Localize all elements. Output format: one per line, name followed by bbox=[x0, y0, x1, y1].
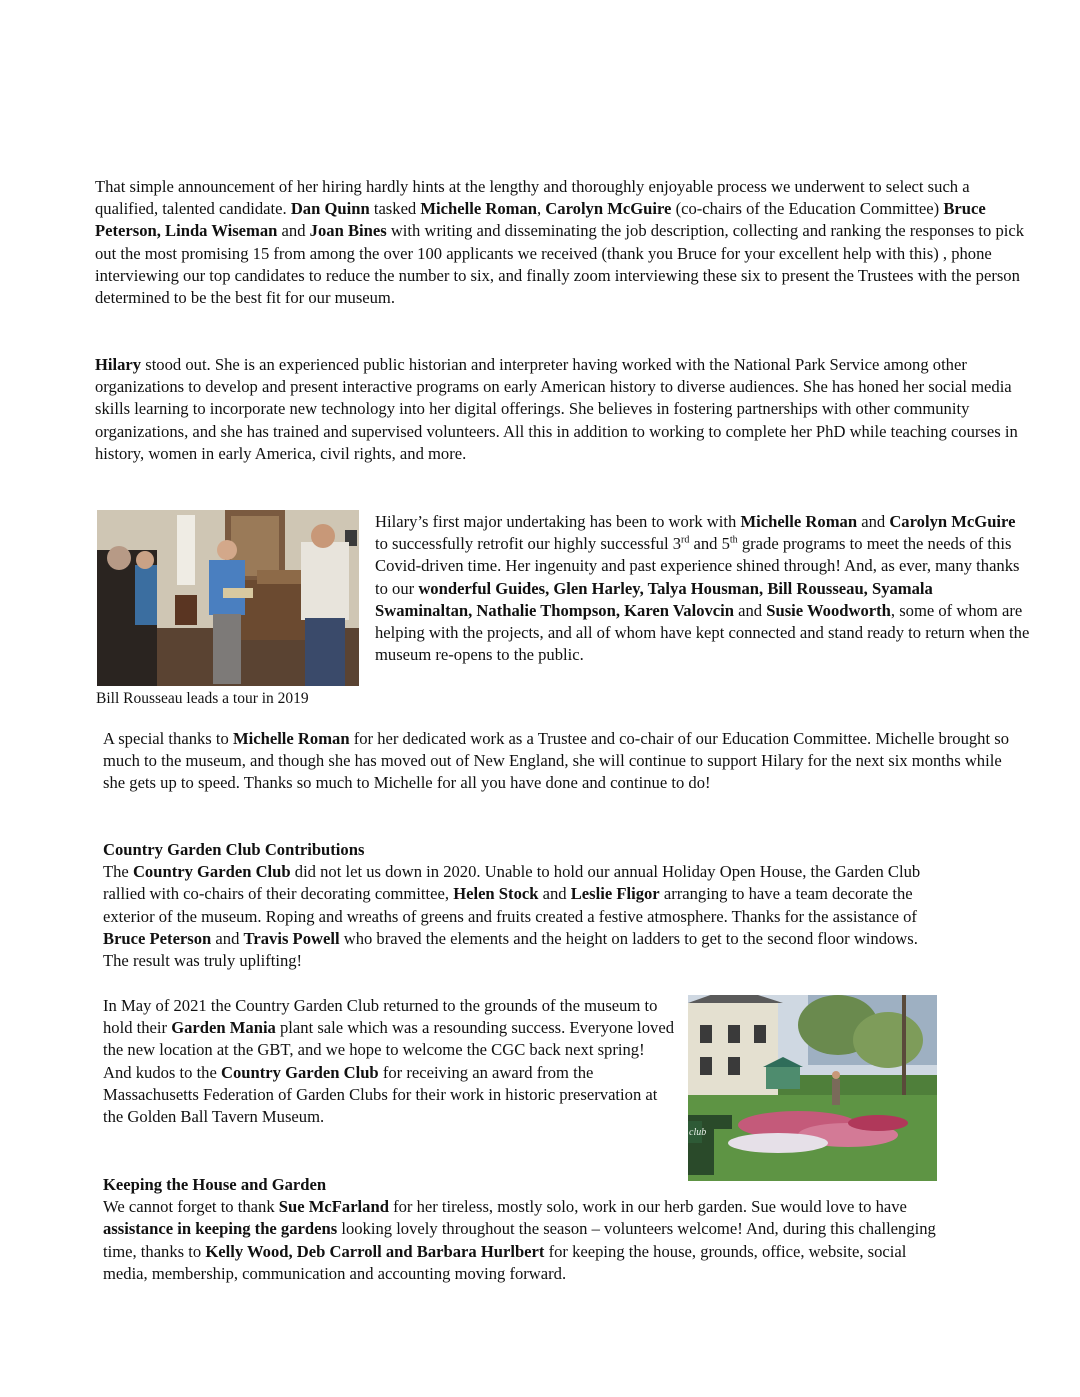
name-hilary: Hilary bbox=[95, 355, 142, 374]
section-heading-garden-club: Country Garden Club Contributions bbox=[103, 840, 365, 859]
guides-list: wonderful Guides, Glen Harley, Talya Housman, Bill Rousseau, Syamala Swaminaltan, Nathalie Thompson, Karen Valovcin bbox=[375, 578, 933, 620]
section-house-and-garden: Keeping the House and Garden We cannot forget to thank Sue McFarland for her tireless, mostly solo, work in our herb garden. Sue would love to have assistance in keeping the gardens looking lovely throughout the season – volunteers welcome! And, during this challenging time, thanks to Kelly Wood, Deb Carroll and Barbara Hurlbert for keeping the house, grounds, office, website, social media, membership, communication and accounting moving forward. bbox=[103, 1174, 938, 1285]
paragraph-special-thanks: A special thanks to Michelle Roman for her dedicated work as a Trustee and co-chair of our Education Committee. Michelle brought so much to the museum, and though she has moved out of New England, she will continue to support Hilary for the next six months while she gets up to speed. Thanks so much to Michelle for all you have done and continue to do! bbox=[103, 729, 1009, 793]
name-dan-quinn: Dan Quinn bbox=[290, 199, 370, 219]
club-sign-text: club bbox=[689, 1127, 707, 1138]
paragraph-first-undertaking: Hilary’s first major undertaking has been to work with Michelle Roman and Carolyn McGuire to successfully retrofit our highly successful 3rd and 5th grade programs to meet the needs of this Covid-driven time. Her ingenuity and past experience shined through! And, as ever, many thanks to our wonderful Guides, Glen Harley, Talya Housman, Bill Rousseau, Syamala Swaminaltan, Nathalie Thompson, Karen Valovcin and Susie Woodworth, some of whom are helping with the projects, and all of whom have kept connected and stand ready to return when the museum re-opens to the public. bbox=[375, 512, 1030, 665]
name-carolyn-mcguire: Carolyn McGuire bbox=[545, 199, 672, 219]
name-michelle-roman: Michelle Roman bbox=[420, 199, 537, 219]
section-heading-house-garden: Keeping the House and Garden bbox=[103, 1175, 327, 1194]
name-joan-bines: Joan Bines bbox=[309, 221, 387, 241]
paragraph-garden-mania: In May of 2021 the Country Garden Club returned to the grounds of the museum to hold their Garden Mania plant sale which was a resounding success. Everyone loved the new location at the GBT, and we hope to welcome the CGC back next spring! And kudos to the Country Garden Club for receiving an award from the Massachusetts Federation of Garden Clubs for their work in historic preservation at the Golden Ball Tavern Museum. bbox=[103, 996, 674, 1127]
photo-tour bbox=[97, 510, 359, 686]
paragraph-hiring-process: That simple announcement of her hiring hardly hints at the lengthy and thoroughly enjoyable process we underwent to select such a qualified, talented candidate. Dan Quinn tasked Michelle Roman, Carolyn McGuire (co-chairs of the Education Committee) Bruce Peterson, Linda Wiseman and Joan Bines with writing and disseminating the job description, collecting and ranking the responses to pick out the most promising 15 from among the over 100 applicants we received (thank you Bruce for your excellent help with this) , phone interviewing our top candidates to reduce the number to six, and finally zoom interviewing these six to present the Trustees with the person determined to be the best fit for our museum. bbox=[95, 177, 1025, 308]
name-bruce-linda: Bruce Peterson, Linda Wiseman bbox=[95, 199, 986, 241]
photo-plant-sale bbox=[688, 995, 937, 1181]
paragraph-hilary-bio: Hilary stood out. She is an experienced public historian and interpreter having worked with the National Park Service among other organizations to develop and present interactive programs on early American history to diverse audiences. She has honed her social media skills learning to incorporate new technology into her digital offerings. She believes in fostering partnerships with other community organizations, and she has trained and supervised volunteers. All this in addition to working to complete her PhD while teaching courses in history, women in early America, civil rights, and more. bbox=[95, 355, 1018, 463]
section-country-garden-club: Country Garden Club Contributions The Country Garden Club did not let us down in 2020. Unable to hold our annual Holiday Open House, the Garden Club rallied with co-chairs of their decorating committee, Helen Stock and Leslie Fligor arranging to have a team decorate the exterior of the museum. Roping and wreaths of greens and fruits created a festive atmosphere. Thanks for the assistance of Bruce Peterson and Travis Powell who braved the elements and the height on ladders to get to the second floor windows. The result was truly uplifting! bbox=[103, 839, 933, 972]
photo-tour-caption: Bill Rousseau leads a tour in 2019 bbox=[96, 690, 309, 707]
photo-tour-image bbox=[97, 510, 359, 686]
photo-plant-sale-image bbox=[688, 995, 937, 1181]
